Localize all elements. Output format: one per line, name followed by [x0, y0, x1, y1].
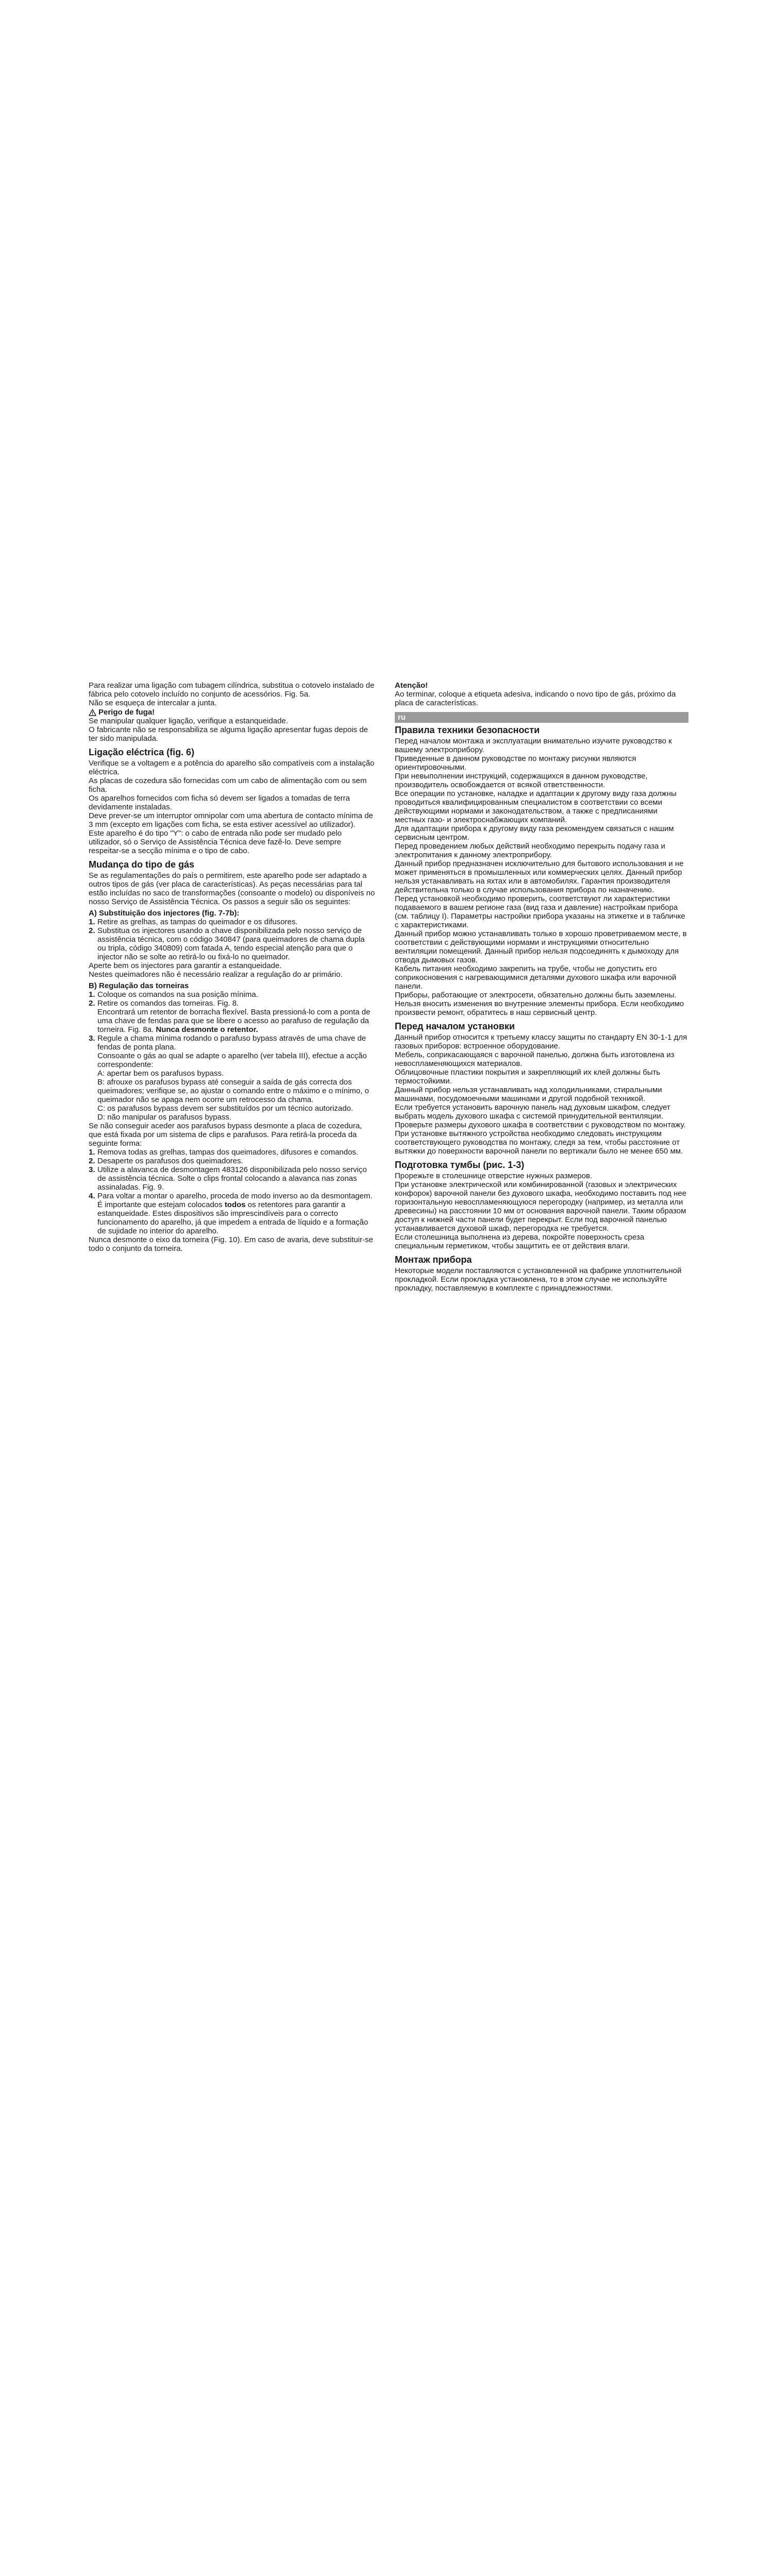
paragraph: Данный прибор предназначен исключительно для бытового использования и не может применяться в промышленных или коммерческих целях. Данный прибор нельзя устанавливать на яхтах или в автомобилях. Гарантия производителя действительна только в случае использования прибора по назначению. — [395, 859, 684, 894]
paragraph: Nestes queimadores não é necessário realizar a regulação do ar primário. — [89, 970, 343, 979]
step-text: Retire as grelhas, as tampas do queimador e os difusores. — [97, 918, 298, 926]
step-number: 1. — [89, 1148, 95, 1157]
paragraph: Este aparelho é do tipo "Y": o cabo de entrada não pode ser mudado pelo utilizador, só o Serviço de Assistência Técnica deve fazê-lo. Deve sempre respeitar-se a secção mínima e o tipo de cabo. — [89, 829, 342, 855]
warning-line: O fabricante não se responsabiliza se alguma ligação apresentar fugas depois de ter sido manipulada. — [89, 725, 368, 743]
paragraph: Если требуется установить варочную панель над духовым шкафом, следует выбрать модель духового шкафа с системой принудительной вентиляции. Проверьте размеры духового шкафа в соответствии с руководством по монтажу. — [395, 1103, 686, 1129]
section-heading-safety: Правила техники безопасности — [395, 725, 540, 735]
step-detail: Consoante o gás ao qual se adapte o aparelho (ver tabela III), efectue a acção correspondente: — [97, 1052, 367, 1069]
paragraph: Для адаптации прибора к другому виду газа рекомендуем связаться с нашим сервисным центром. — [395, 824, 674, 842]
list-item — [89, 1192, 375, 1200]
step-text: Desaperte os parafusos dos queimadores. — [97, 1157, 243, 1165]
paragraph: Кабель питания необходимо закрепить на трубе, чтобы не допустить его соприкосновения с нагревающимися деталями духового шкафа или варочной панели. — [395, 964, 677, 991]
paragraph: При установке вытяжного устройства необходимо следовать инструкциям соответствующего руководства по монтажу, следя за тем, чтобы расстояние от вытяжки до поверхности варочной панели по вертикали было не менее 650 мм. — [395, 1129, 683, 1156]
warning-line: Se manipular qualquer ligação, verifique a estanqueidade. — [89, 717, 288, 725]
paragraph: Данный прибор нельзя устанавливать над холодильниками, стиральными машинами, посудомоечными машинами и другой подобной техникой. — [395, 1086, 662, 1103]
step-number: 2. — [89, 926, 95, 935]
step-detail — [89, 1008, 375, 1034]
paragraph-cylindrical-connection: Para realizar uma ligação com tubagem cilíndrica, substitua o cotovelo instalado de fábrica pelo cotovelo incluído no conjunto de acessórios. Fig. 5a. — [89, 681, 375, 699]
list-item — [89, 1034, 375, 1052]
paragraph: Deve prever-se um interruptor omnipolar com uma abertura de contacto mínima de 3 mm (excepto em ligações com ficha, se esta estiver acessível ao utilizador). — [89, 811, 373, 829]
paragraph-gasket: Não se esqueça de intercalar a junta. — [89, 699, 217, 707]
subheading-injectors: A) Substituição dos injectores (fig. 7-7b): — [89, 909, 240, 918]
paragraph: Aperte bem os injectores para garantir a estanqueidade. — [89, 961, 282, 970]
paragraph: Мебель, соприкасающаяся с варочной панелью, должна быть изготовлена из невоспламеняющихся материалов. — [395, 1050, 675, 1068]
paragraph: As placas de cozedura são fornecidas com um cabo de alimentação com ou sem ficha. — [89, 776, 367, 794]
warning-triangle-icon — [89, 709, 96, 716]
right-column — [395, 681, 688, 1293]
gas-case: B: afrouxe os parafusos bypass até conseguir a saída de gás correcta dos queimadores; verifique se, ao ajustar o comando entre o máximo e o mínimo, o queimador não se apaga nem ocorre um retrocesso da chama. — [97, 1078, 369, 1104]
subheading-taps: B) Regulação das torneiras — [89, 981, 189, 990]
section-heading-mounting: Монтаж прибора — [395, 1255, 472, 1265]
paragraph: Os aparelhos fornecidos com ficha só devem ser ligados a tomadas de terra devidamente instaladas. — [89, 794, 350, 811]
paragraph: Если столешница выполнена из дерева, покройте поверхность среза специальным герметиком, чтобы защитить ее от действия влаги. — [395, 1233, 645, 1250]
paragraph: Verifique se a voltagem e a potência do aparelho são compatíveis com a instalação eléctrica. — [89, 759, 375, 776]
paragraph: При невыполнении инструкций, содержащихся в данном руководстве, производитель освобождается от всякой ответственности. — [395, 772, 648, 789]
paragraph: Прорежьте в столешнице отверстие нужных размеров. — [395, 1172, 593, 1180]
list-item — [89, 1157, 375, 1165]
paragraph: Перед установкой необходимо проверить, соответствуют ли характеристики подаваемого в вашем регионе газа (вид газа и давление) настройкам прибора (см. таблицу I). Параметры настройки прибора указаны на этикетке и в табличке с характеристиками. — [395, 894, 685, 929]
list-item — [89, 999, 375, 1008]
step-number: 2. — [89, 999, 95, 1008]
left-column-portuguese — [89, 681, 375, 1253]
seal-note-text: É importante que estejam colocados — [97, 1200, 225, 1209]
list-item — [89, 918, 375, 926]
paragraph: Данный прибор относится к третьему классу защиты по стандарту EN 30-1-1 для газовых приборов: встроенное оборудование. — [395, 1033, 687, 1050]
warning-title: Perigo de fuga! — [98, 708, 155, 717]
step-text: Retire os comandos das torneiras. Fig. 8. — [97, 999, 239, 1008]
paragraph: Нельзя вносить изменения во внутренние элементы прибора. Если необходимо произвести ремонт, обратитесь в наш сервисный центр. — [395, 999, 684, 1017]
paragraph: Некоторые модели поставляются с установленной на фабрике уплотнительной прокладкой. Если прокладка установлена, то в этом случае не используйте прокладку, поставляемую в комплекте с принадлежностями. — [395, 1266, 682, 1293]
step-text: Para voltar a montar o aparelho, proceda de modo inverso ao da desmontagem. — [97, 1192, 373, 1200]
step-number: 3. — [89, 1034, 95, 1043]
leak-warning-heading — [89, 708, 375, 717]
list-item — [89, 1165, 375, 1192]
step-number: 3. — [89, 1165, 95, 1174]
paragraph: Все операции по установке, наладке и адаптации к другому виду газа должны проводиться квалифицированным специалистом в соответствии со всеми действующими нормами и законодательством, а также с предписаниями местных газо- и электроснабжающих компаний. — [395, 789, 677, 824]
list-item — [89, 926, 375, 961]
step-number: 2. — [89, 1157, 95, 1165]
paragraph: Приборы, работающие от электросети, обязательно должны быть заземлены. — [395, 991, 677, 999]
section-heading-gas-change: Mudança do tipo de gás — [89, 859, 195, 870]
step-text: Remova todas as grelhas, tampas dos queimadores, difusores e comandos. — [97, 1148, 359, 1157]
paragraph: Se não conseguir aceder aos parafusos bypass desmonte a placa de cozedura, que está fixada por um sistema de clips e parafusos. Para retirá-la proceda da seguinte forma: — [89, 1122, 362, 1148]
paragraph: Перед началом монтажа и эксплуатации внимательно изучите руководство к вашему электроприбору. — [395, 737, 672, 754]
section-heading-cabinet: Подготовка тумбы (рис. 1-3) — [395, 1160, 525, 1170]
seal-note — [89, 1200, 375, 1235]
section-heading-before-install: Перед началом установки — [395, 1021, 515, 1031]
seal-note-text: os retentores para garantir a estanqueidade. Estes dispositivos são imprescindíveis para o correcto funcionamento do aparelho, já que impedem a entrada de líquido e a formação de sujidade no interior do aparelho. — [97, 1200, 368, 1235]
step-number: 4. — [89, 1192, 95, 1200]
step-text: Substitua os injectores usando a chave disponibilizada pelo nosso serviço de assistência técnica, com o código 340847 (para queimadores de chama dupla ou tripla, código 340809) com fatada A, tendo especial atenção para que o injector não se solte ao retirá-lo ou fixá-lo no queimador. — [97, 926, 365, 961]
attention-title: Atenção! — [395, 681, 428, 690]
gas-case: D: não manipular os parafusos bypass. — [97, 1113, 232, 1122]
step-detail-emphasis: Nunca desmonte o retentor. — [156, 1025, 258, 1034]
paragraph: Se as regulamentações do país o permitirem, este aparelho pode ser adaptado a outros tipos de gás (ver placa de características). As peças necessárias para tal estão incluídas no saco de transformações (consoante o modelo) ou disponíveis no nosso Serviço de Assistência Técnica. Os passos a seguir são os seguintes: — [89, 871, 375, 906]
step-text: Utilize a alavanca de desmontagem 483126 disponibilizada pelo nosso serviço de assistência técnica. Solte o clips frontal colocando a alavanca nas zonas assinaladas. Fig. 9. — [97, 1165, 367, 1192]
gas-case: A: apertar bem os parafusos bypass. — [97, 1069, 224, 1078]
paragraph-tap-axis: Nunca desmonte o eixo da torneira (Fig. 10). Em caso de avaria, deve substituir-se todo o conjunto da torneira. — [89, 1235, 373, 1253]
paragraph: Приведенные в данном руководстве по монтажу рисунки являются ориентировочными. — [395, 754, 636, 772]
paragraph: При установке электрической или комбинированной (газовых и электрических конфорок) варочной панели без духового шкафа, необходимо поставить под нее горизонтальную невоспламеняющуюся перегородку (например, из металла или древесины) на расстоянии 10 мм от основания варочной панели. Таким образом доступ к нижней части панели будет перекрыт. Если под варочной панелью устанавливается духовой шкаф, перегородка не требуется. — [395, 1180, 686, 1233]
paragraph: Данный прибор можно устанавливать только в хорошо проветриваемом месте, в соответствии с действующими нормами и инструкциями относительно вентиляции помещений. Данный прибор нельзя подсоединять к дымоходу для отвода дымовых газов. — [395, 929, 687, 964]
step-text: Coloque os comandos na sua posição mínima. — [97, 990, 258, 999]
step-detail-text: Encontrará um retentor de borracha flexível. Basta pressioná-lo com a ponta de uma chave de fendas para que se libere o acesso ao parafuso de regulação da torneira. Fig. 8a. — [97, 1008, 371, 1034]
paragraph: Облицовочные пластики покрытия и закрепляющий их клей должны быть термостойкими. — [395, 1068, 661, 1086]
list-item — [89, 990, 375, 999]
language-tab-ru: ru — [395, 712, 688, 723]
gas-case: C: os parafusos bypass devem ser substituídos por um técnico autorizado. — [97, 1104, 354, 1113]
attention-text: Ao terminar, coloque a etiqueta adesiva, indicando o novo tipo de gás, próximo da placa de características. — [395, 690, 676, 707]
list-item — [89, 1148, 375, 1157]
section-heading-electrical: Ligação eléctrica (fig. 6) — [89, 747, 195, 757]
step-number: 1. — [89, 990, 95, 999]
step-number: 1. — [89, 918, 95, 926]
step-text: Regule a chama mínima rodando o parafuso bypass através de uma chave de fendas de ponta plana. — [97, 1034, 366, 1052]
seal-note-emphasis: todos — [224, 1200, 246, 1209]
paragraph: Перед проведением любых действий необходимо перекрыть подачу газа и электропитания к данному электроприбору. — [395, 842, 665, 859]
